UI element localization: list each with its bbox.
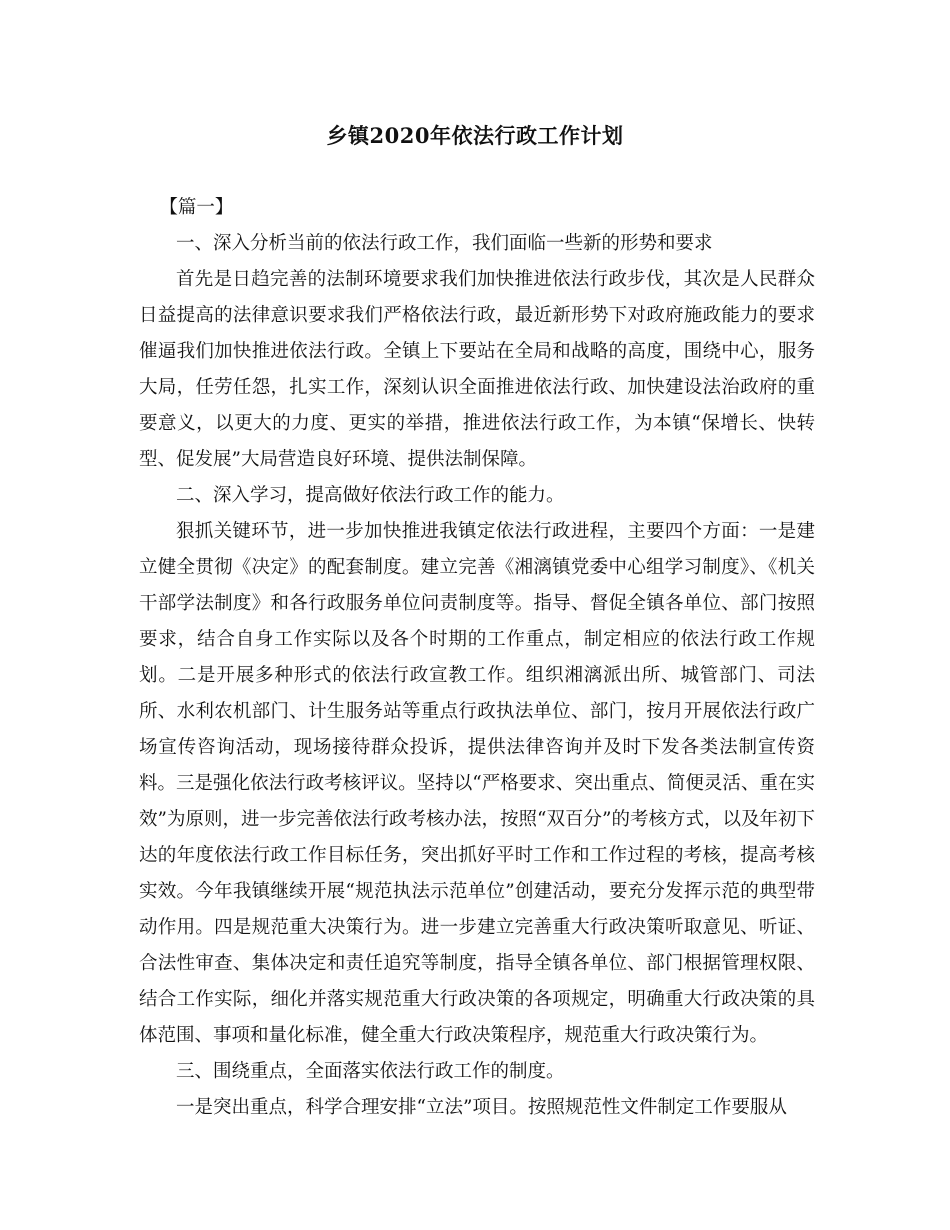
document-title: 乡镇2020年依法行政工作计划	[326, 123, 624, 148]
body-paragraph-2: 狠抓关键环节，进一步加快推进我镇定依法行政进程，主要四个方面：一是建立健全贯彻《决定》的配套制度。建立完善《湘漓镇党委中心组学习制度》、《机关干部学法制度》和各行政服务单位问责制度等。指导、督促全镇各单位、部门按照要求，结合自身工作实际以及各个时期的工作重点，制定相应的依法行政工作规划。二是开展多种形式的依法行政宣教工作。组织湘漓派出所、城管部门、司法所、水利农机部门、计生服务站等重点行政执法单位、部门，按月开展依法行政广场宣传咨询活动，现场接待群众投诉，提供法律咨询并及时下发各类法制宣传资料。三是强化依法行政考核评议。坚持以“严格要求、突出重点、简便灵活、重在实效”为原则，进一步完善依法行政考核办法，按照“双百分”的考核方式，以及年初下达的年度依法行政工作目标任务，突出抓好平时工作和工作过程的考核，提高考核实效。今年我镇继续开展“规范执法示范单位”创建活动，要充分发挥示范的典型带动作用。四是规范重大决策行为。进一步建立完善重大行政决策听取意见、听证、合法性审查、集体决定和责任追究等制度，指导全镇各单位、部门根据管理权限、结合工作实际，细化并落实规范重大行政决策的各项规定，明确重大行政决策的具体范围、事项和量化标准，健全重大行政决策程序，规范重大行政决策行为。	[139, 521, 815, 1046]
section-label: 【篇一】	[159, 197, 234, 218]
section-heading-2: 二、深入学习，提高做好依法行政工作的能力。	[176, 485, 565, 506]
body-paragraph-3: 一是突出重点，科学合理安排“立法”项目。按照规范性文件制定工作要服从	[176, 1097, 787, 1118]
section-heading-1: 一、深入分析当前的依法行政工作，我们面临一些新的形势和要求	[176, 233, 713, 254]
body-paragraph-1: 首先是日趋完善的法制环境要求我们加快推进依法行政步伐，其次是人民群众日益提高的法律意识要求我们严格依法行政，最近新形势下对政府施政能力的要求催逼我们加快推进依法行政。全镇上下要站在全局和战略的高度，围绕中心，服务大局，任劳任怨，扎实工作，深刻认识全面推进依法行政、加快建设法治政府的重要意义，以更大的力度、更实的举措，推进依法行政工作，为本镇“保增长、快转型、促发展”大局营造良好环境、提供法制保障。	[139, 269, 815, 470]
section-heading-3: 三、围绕重点，全面落实依法行政工作的制度。	[176, 1061, 565, 1082]
document-body	[139, 190, 815, 1126]
